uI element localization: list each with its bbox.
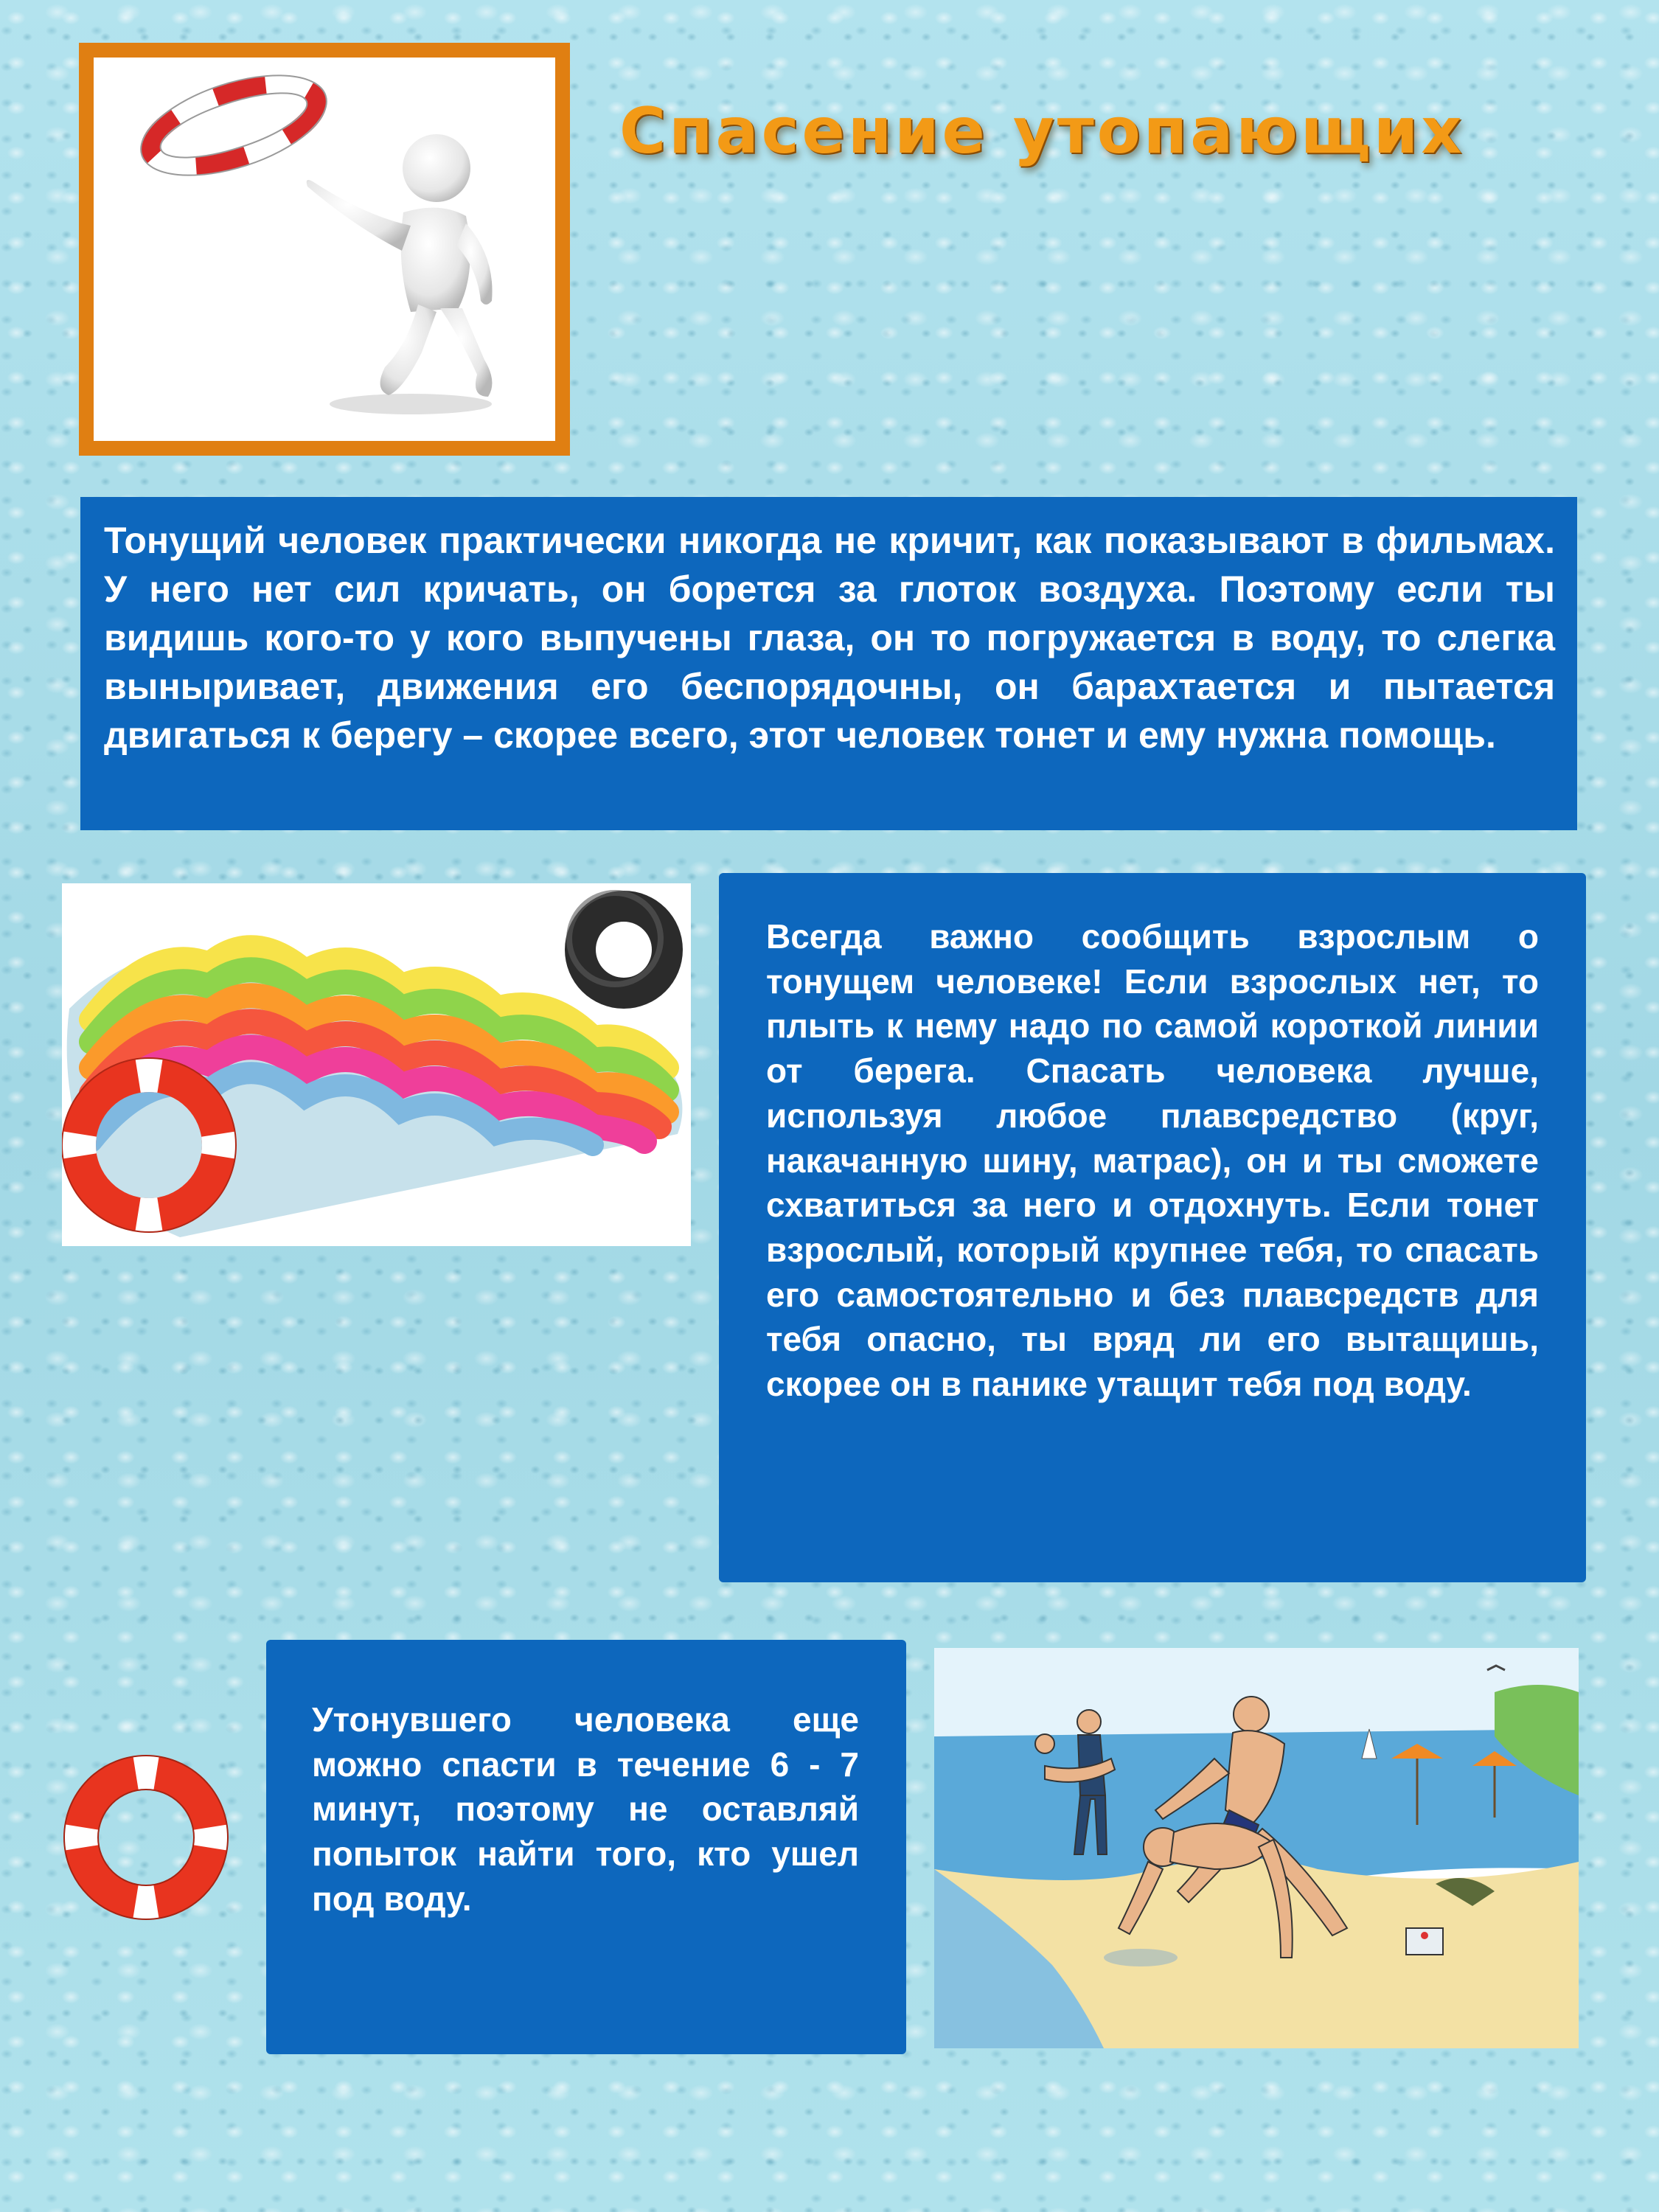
paragraph-rescue-advice: Всегда важно сообщить взрослым о тонущем человеке! Если взрослых нет, то плыть к нему надо по самой короткой линии от берега. Спасать человека лучше, используя любое плавсредство (круг, накачанную шину, матрас), он и ты сможете схватиться за него и отдохнуть. Если тонет взрослый, который крупнее тебя, то спасать его самостоятельно и без плавсредств для тебя опасно, ты вряд ли его вытащишь, скорее он в панике утащит тебя под воду. bbox=[766, 917, 1539, 1404]
paragraph-rescue-time: Утонувшего человека еще можно спасти в течение 6 - 7 минут, поэтому не оставляй попыток найти того, кто ушел под воду. bbox=[312, 1700, 859, 1918]
lifebuoy-icon bbox=[58, 1749, 234, 1926]
figure-icon bbox=[94, 58, 555, 441]
lifebuoy-throw-photo bbox=[79, 43, 570, 456]
flotation-devices-photo bbox=[62, 883, 691, 1246]
info-box-drowning-signs bbox=[80, 497, 1577, 830]
paragraph-drowning-signs: Тонущий человек практически никогда не кричит, как показывают в фильмах. У него нет сил кричать, он борется за глоток воздуха. Поэтому если ты видишь кого-то у кого выпучены глаза, он то погружается в воду, то слегка выныривает, движения его беспорядочны, он барахтается и пытается двигаться к берегу – скорее всего, этот человек тонет и ему нужна помощь. bbox=[104, 520, 1555, 756]
inner-tube-icon bbox=[565, 891, 683, 1009]
lifebuoy-icon bbox=[129, 58, 338, 195]
info-box-rescue-time bbox=[266, 1640, 906, 2054]
beach-rescue-illustration bbox=[934, 1648, 1579, 2048]
page-title: Спасение утопающих bbox=[619, 94, 1465, 168]
info-box-rescue-advice bbox=[719, 873, 1586, 1582]
